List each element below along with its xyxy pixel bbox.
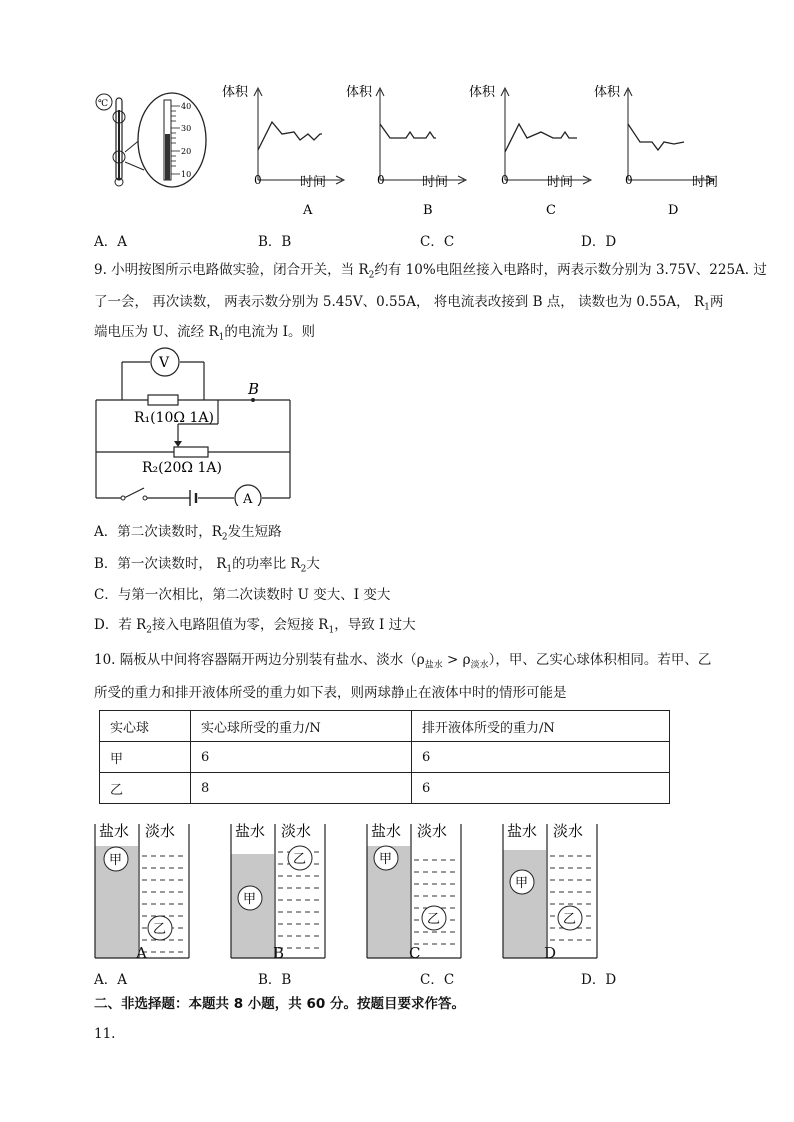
table-cell: 甲: [100, 742, 191, 773]
graph-origin: 0: [377, 173, 385, 187]
thermo-tick: 10: [181, 170, 192, 179]
table-header-row: [100, 711, 670, 742]
q9-option-c[interactable]: C．与第一次相比，第二次读数时 U 变大、I 变大: [94, 587, 391, 603]
thermo-tick: 40: [181, 102, 192, 111]
q10-option-d[interactable]: D．D: [581, 972, 617, 988]
volume-time-graph-d: [594, 80, 724, 220]
thermometer-figure: [94, 90, 214, 190]
salt-water-label: 盐水: [99, 822, 130, 840]
fresh-water-label: 淡水: [281, 822, 312, 840]
ball-yi: 乙: [427, 912, 441, 927]
q10-stem-line1: 10. 隔板从中间将容器隔开两边分别装有盐水、淡水$(\rho_{盐水} > \rho_{淡水})$，甲、乙实心球体积相同。若甲、乙: [94, 652, 712, 671]
table-header: 实心球所受的重力/N: [191, 711, 412, 742]
celsius-unit: ℃: [98, 99, 109, 109]
ball-yi: 乙: [153, 922, 167, 937]
diagram-caption-d: D: [544, 944, 557, 962]
volume-time-graph-b: [346, 80, 476, 220]
graph-ylabel: 体积: [346, 85, 373, 100]
salt-water-label: 盐水: [371, 822, 402, 840]
ball-jia: 甲: [109, 853, 123, 868]
thermo-tick: 30: [181, 124, 192, 133]
q8-option-d[interactable]: D．D: [581, 234, 617, 250]
graph-xlabel: 时间: [692, 175, 719, 190]
graph-caption: B: [423, 203, 433, 218]
point-b-label: B: [248, 380, 260, 398]
fresh-water-label: 淡水: [417, 822, 448, 840]
q10-option-b[interactable]: B．B: [258, 972, 292, 988]
fresh-water-label: 淡水: [145, 822, 176, 840]
r2-label: R₂(20Ω 1A): [142, 460, 222, 476]
ball-jia: 甲: [243, 892, 257, 907]
q9-option-d[interactable]: D．若 $R_2$接入电路阻值为零，会短接 $R_1$，导致 I 过大: [94, 617, 416, 636]
graph-ylabel: 体积: [594, 85, 621, 100]
gravity-table: [99, 710, 670, 804]
table-cell: 6: [191, 742, 412, 773]
salt-water-label: 盐水: [235, 822, 266, 840]
graph-origin: 0: [625, 173, 633, 187]
q11-number: 11.: [94, 1026, 116, 1042]
graph-ylabel: 体积: [469, 85, 496, 100]
thermo-tick: 20: [181, 147, 192, 156]
circuit-diagram: [90, 344, 300, 506]
r1-label: R₁(10Ω 1A): [134, 410, 214, 426]
q8-option-a[interactable]: A．A: [94, 234, 127, 250]
q9-option-a[interactable]: A．第二次读数时，$R_2$发生短路: [94, 524, 282, 543]
q9-stem-line3: 端电压为 U、流经 $R_1$的电流为 I。则: [94, 324, 315, 343]
table-header: 实心球: [100, 711, 191, 742]
volume-time-graph-c: [469, 80, 599, 220]
ammeter-symbol: A: [243, 492, 253, 506]
fresh-water-label: 淡水: [553, 822, 584, 840]
graph-xlabel: 时间: [300, 175, 327, 190]
q9-stem-line1: 9. 小明按图所示电路做实验，闭合开关，当 $R_2$约有 10%电阻丝接入电路时，两表示数分别为 3.75V、225A. 过: [94, 262, 767, 281]
ball-jia: 甲: [515, 876, 529, 891]
table-cell: 乙: [100, 773, 191, 804]
graph-ylabel: 体积: [222, 85, 249, 100]
graph-xlabel: 时间: [422, 175, 449, 190]
table-cell: 6: [412, 773, 670, 804]
table-cell: 6: [412, 742, 670, 773]
q9-stem-line2: 了一会， 再次读数， 两表示数分别为 5.45V、0.55A， 将电流表改接到 B 点， 读数也为 0.55A， $R_1$两: [94, 294, 724, 313]
table-row: [100, 742, 670, 773]
q10-stem-line2: 所受的重力和排开液体所受的重力如下表，则两球静止在液体中时的情形可能是: [94, 685, 567, 701]
graph-caption: D: [668, 203, 679, 218]
q10-option-c[interactable]: C．C: [420, 972, 455, 988]
ball-yi: 乙: [293, 852, 307, 867]
table-cell: 8: [191, 773, 412, 804]
volume-time-graph-a: [222, 80, 352, 220]
diagram-caption-a: A: [136, 944, 147, 962]
graph-caption: A: [303, 203, 313, 218]
ball-jia: 甲: [379, 852, 393, 867]
q8-option-b[interactable]: B．B: [258, 234, 292, 250]
graph-caption: C: [546, 203, 556, 218]
voltmeter-symbol: V: [159, 355, 170, 371]
diagram-caption-c: C: [409, 944, 421, 962]
diagram-caption-b: B: [273, 944, 285, 962]
table-row: [100, 773, 670, 804]
q10-option-a[interactable]: A．A: [94, 972, 127, 988]
q8-option-c[interactable]: C．C: [420, 234, 455, 250]
graph-origin: 0: [501, 173, 509, 187]
graph-xlabel: 时间: [547, 175, 574, 190]
q9-option-b[interactable]: B．第一次读数时， $R_1$的功率比 $R_2$大: [94, 556, 320, 575]
table-header: 排开液体所受的重力/N: [412, 711, 670, 742]
section-heading: 二、非选择题：本题共 8 小题，共 60 分。按题目要求作答。: [94, 996, 465, 1012]
ball-yi: 乙: [563, 912, 577, 927]
graph-origin: 0: [254, 173, 262, 187]
salt-water-label: 盐水: [507, 822, 538, 840]
